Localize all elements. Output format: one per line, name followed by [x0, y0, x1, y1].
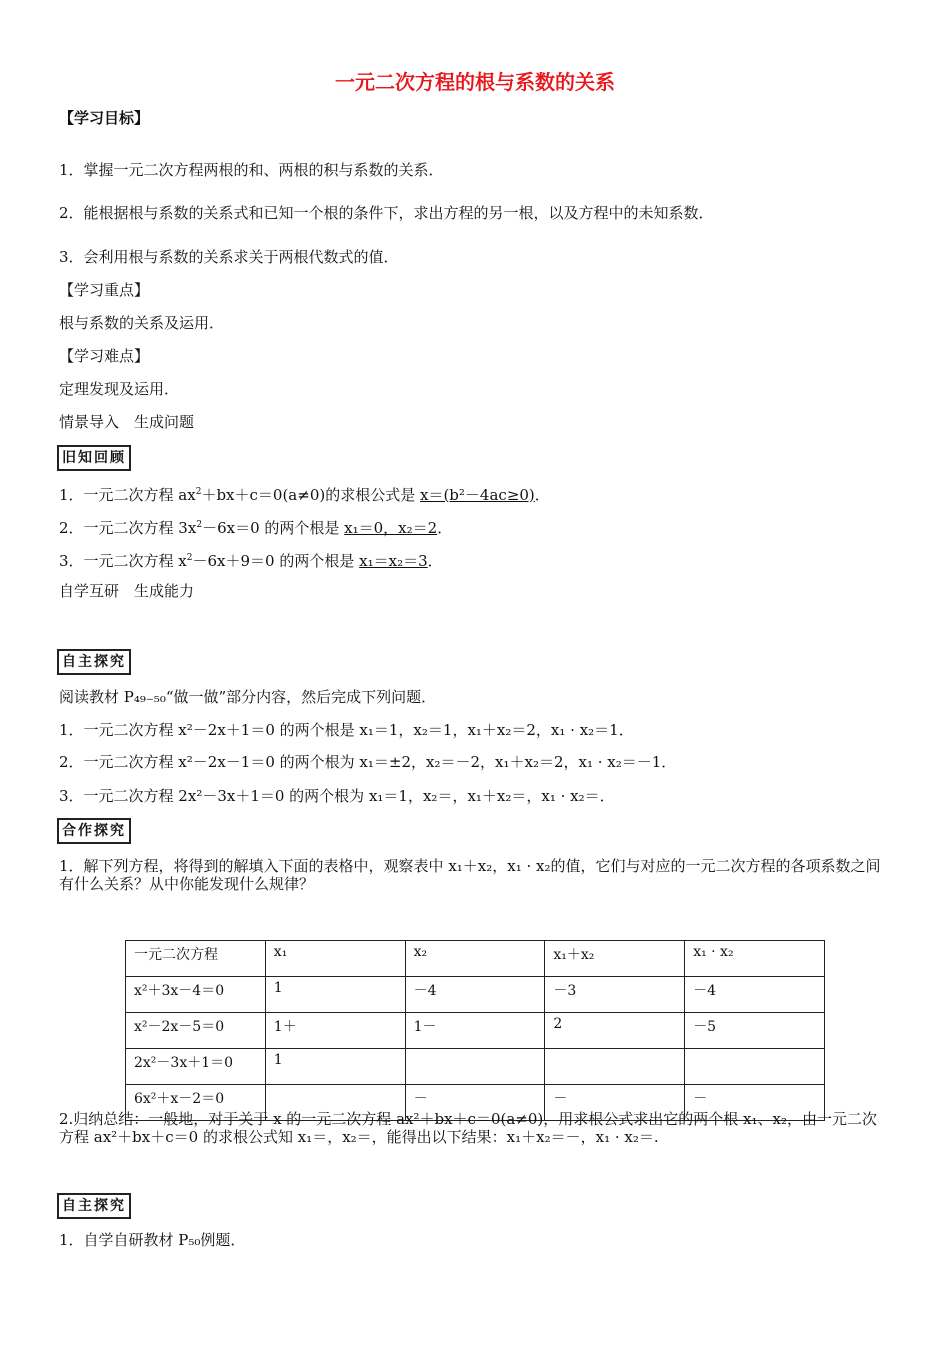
table-cell — [405, 1049, 545, 1085]
page-title: 一元二次方程的根与系数的关系 — [335, 70, 615, 94]
table-cell — [685, 1049, 825, 1085]
focus-heading: 【学习重点】 — [59, 281, 150, 299]
table-cell: －4 — [685, 977, 825, 1013]
table-cell: 1 — [265, 977, 405, 1013]
table-cell: 1－ — [405, 1013, 545, 1049]
review-item-1-sup: 2 — [195, 487, 202, 497]
table-header-cell: x₁ — [265, 941, 405, 977]
review-item-3-sup: 2 — [186, 553, 193, 563]
table-row — [126, 977, 825, 1013]
explore1-item-1: 1．一元二次方程 x²－2x＋1＝0 的两个根是 x₁＝1，x₂＝1，x₁＋x₂＝2，x₁ · x₂＝1． — [59, 721, 634, 739]
explore2-item-1: 1．自学自研教材 P₅₀例题． — [59, 1231, 246, 1249]
table-cell: x²＋3x－4＝0 — [126, 977, 266, 1013]
review-item-1-end: ． — [534, 486, 550, 504]
review-item-3-answer: x₁＝x₂＝3 — [359, 552, 428, 570]
table-cell: － — [545, 1085, 685, 1121]
review-item-2-end: ． — [437, 519, 453, 537]
table-header-cell: x₁＋x₂ — [545, 941, 685, 977]
review-item-1-mid: ＋bx＋c＝0(a≠0)的求根公式是 — [201, 486, 420, 504]
self-study-line: 自学互研 生成能力 — [59, 582, 195, 600]
explore1-item-3: 3．一元二次方程 2x²－3x＋1＝0 的两个根为 x₁＝1，x₂＝，x₁＋x₂＝，x₁ · x₂＝． — [59, 787, 615, 805]
review-item-1 — [59, 482, 550, 505]
review-item-2-answer: x₁＝0，x₂＝2 — [344, 519, 438, 537]
intro-line: 情景导入 生成问题 — [59, 413, 195, 431]
review-item-2-sup: 2 — [196, 520, 203, 530]
goal-item-2: 2．能根据根与系数的关系式和已知一个根的条件下，求出方程的另一根，以及方程中的未知系数． — [59, 204, 714, 222]
roots-table — [125, 940, 825, 1121]
review-badge: 旧知回顾 — [57, 445, 131, 471]
table-cell: x²－2x－5＝0 — [126, 1013, 266, 1049]
focus-text: 根与系数的关系及运用． — [59, 314, 225, 332]
review-item-1-answer: x＝(b²－4ac≥0) — [420, 486, 535, 504]
table-cell: －3 — [545, 977, 685, 1013]
table-cell: － — [685, 1085, 825, 1121]
review-item-2 — [59, 515, 452, 538]
table-cell: 6x²＋x－2＝0 — [126, 1085, 266, 1121]
goal-item-1: 1．掌握一元二次方程两根的和、两根的积与系数的关系． — [59, 161, 444, 179]
difficulty-heading: 【学习难点】 — [59, 347, 150, 365]
difficulty-text: 定理发现及运用． — [59, 380, 180, 398]
table-header-cell: 一元二次方程 — [126, 941, 266, 977]
table-row — [126, 1049, 825, 1085]
review-item-3-pre: 3．一元二次方程 x — [59, 552, 187, 570]
explore1-lead: 阅读教材 P₄₉₋₅₀“做一做”部分内容，然后完成下列问题． — [59, 688, 437, 706]
table-cell: －4 — [405, 977, 545, 1013]
review-item-1-pre: 1．一元二次方程 ax — [59, 486, 196, 504]
table-cell: 1＋ — [265, 1013, 405, 1049]
table-cell: 2x²－3x＋1＝0 — [126, 1049, 266, 1085]
explore2-badge: 自主探究 — [57, 1193, 131, 1219]
explore1-item-2: 2．一元二次方程 x²－2x－1＝0 的两个根为 x₁＝±2，x₂＝－2，x₁＋x₂＝2，x₁ · x₂＝－1． — [59, 753, 677, 771]
review-item-3-end: ． — [427, 552, 443, 570]
cooperate-question-1: 1．解下列方程，将得到的解填入下面的表格中，观察表中 x₁＋x₂，x₁ · x₂的值，它们与对应的一元二次方程的各项系数之间有什么关系？从中你能发现什么规律？ — [59, 857, 881, 893]
goals-heading: 【学习目标】 — [59, 109, 150, 127]
table-header-row — [126, 941, 825, 977]
explore1-badge: 自主探究 — [57, 649, 131, 675]
table-cell — [545, 1049, 685, 1085]
cooperate-badge: 合作探究 — [57, 818, 131, 844]
table-cell: －5 — [685, 1013, 825, 1049]
table-cell: 2 — [545, 1013, 685, 1049]
table-row — [126, 1013, 825, 1049]
cooperate-question-2: 2.归纳总结：一般地，对于关于 x 的一元二次方程 ax²＋bx＋c＝0(a≠0)，用求根公式求出它的两个根 x₁、x₂，由一元二次方程 ax²＋bx＋c＝0 的求根公式知 x₁＝，x₂＝，能得出以下结果：x₁＋x₂＝－，x₁ · x₂＝. — [59, 1110, 877, 1146]
table-cell: 1 — [265, 1049, 405, 1085]
review-item-2-pre: 2．一元二次方程 3x — [59, 519, 197, 537]
review-item-2-mid: －6x＝0 的两个根是 — [202, 519, 345, 537]
table-header-cell: x₁ · x₂ — [685, 941, 825, 977]
review-item-3 — [59, 548, 443, 571]
table-header-cell: x₂ — [405, 941, 545, 977]
goal-item-3: 3．会利用根与系数的关系求关于两根代数式的值． — [59, 248, 399, 266]
table-cell: － — [405, 1085, 545, 1121]
review-item-3-mid: －6x＋9＝0 的两个根是 — [192, 552, 360, 570]
